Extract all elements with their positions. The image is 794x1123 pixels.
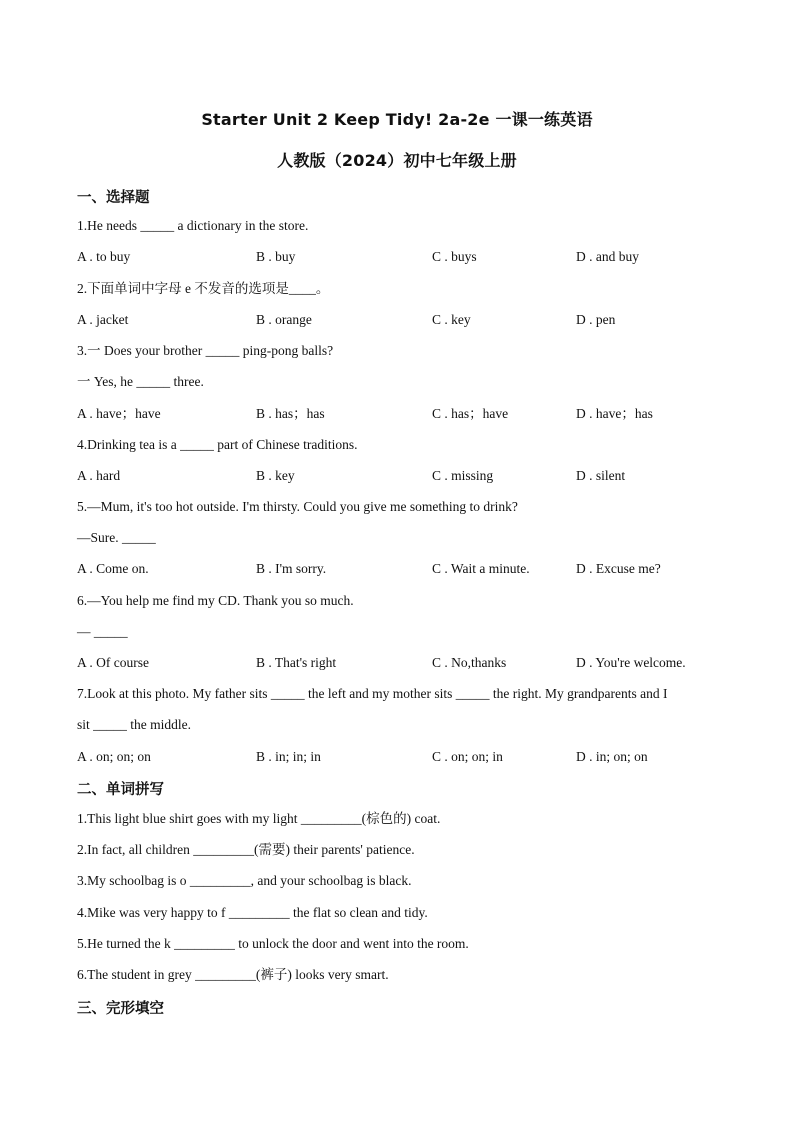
- question-text: 4.Drinking tea is a _____ part of Chinese traditions.: [77, 437, 358, 452]
- option-a: A . Come on.: [77, 561, 149, 576]
- option-b: B . I'm sorry.: [256, 561, 327, 576]
- question-text: 6.—You help me find my CD. Thank you so much.: [77, 593, 354, 608]
- spelling-item: 3.My schoolbag is o _________, and your schoolbag is black.: [77, 873, 412, 888]
- question-text-continued: — _____: [77, 624, 128, 639]
- question-text-continued: 一 Yes, he _____ three.: [77, 374, 204, 389]
- question-text: 1.He needs _____ a dictionary in the store.: [77, 218, 309, 233]
- option-d: D . have；has: [576, 406, 653, 421]
- spelling-item: 1.This light blue shirt goes with my light _________(棕色的) coat.: [77, 811, 441, 826]
- option-b: B . key: [256, 468, 295, 483]
- option-a: A . hard: [77, 468, 121, 483]
- page-subtitle: 人教版（2024）初中七年级上册: [277, 151, 517, 170]
- option-d: D . silent: [576, 468, 626, 483]
- option-b: B . That's right: [256, 655, 337, 670]
- option-c: C . missing: [432, 468, 494, 483]
- section-heading-choice: 一、选择题: [77, 190, 150, 206]
- question-text: 5.—Mum, it's too hot outside. I'm thirsty. Could you give me something to drink?: [77, 499, 518, 514]
- section-heading-spelling: 二、单词拼写: [77, 782, 164, 798]
- page-title: Starter Unit 2 Keep Tidy! 2a-2e 一课一练英语: [201, 110, 593, 129]
- option-c: C . key: [432, 312, 471, 327]
- option-d: D . and buy: [576, 249, 639, 264]
- section-heading-cloze: 三、完形填空: [77, 1001, 164, 1017]
- option-c: C . No,thanks: [432, 655, 507, 670]
- option-c: C . Wait a minute.: [432, 561, 530, 576]
- option-a: A . Of course: [77, 655, 149, 670]
- spelling-item: 5.He turned the k _________ to unlock the door and went into the room.: [77, 936, 469, 951]
- question-text-continued: sit _____ the middle.: [77, 717, 191, 732]
- option-d: D . Excuse me?: [576, 561, 661, 576]
- spelling-item: 6.The student in grey _________(裤子) looks very smart.: [77, 967, 389, 982]
- option-d: D . in; on; on: [576, 749, 648, 764]
- question-text: 2.下面单词中字母 e 不发音的选项是____。: [77, 281, 330, 296]
- option-b: B . buy: [256, 249, 296, 264]
- question-text: 3.一 Does your brother _____ ping-pong balls?: [77, 343, 334, 358]
- option-c: C . buys: [432, 249, 477, 264]
- option-b: B . orange: [256, 312, 312, 327]
- option-d: D . You're welcome.: [576, 655, 686, 670]
- option-a: A . on; on; on: [77, 749, 151, 764]
- option-b: B . in; in; in: [256, 749, 321, 764]
- option-d: D . pen: [576, 312, 616, 327]
- option-c: C . on; on; in: [432, 749, 503, 764]
- question-text: 7.Look at this photo. My father sits _____ the left and my mother sits _____ the right. My grandparents and I: [77, 686, 668, 701]
- option-b: B . has；has: [256, 406, 325, 421]
- option-a: A . to buy: [77, 249, 131, 264]
- option-a: A . jacket: [77, 312, 129, 327]
- option-c: C . has；have: [432, 406, 509, 421]
- option-a: A . have；have: [77, 406, 161, 421]
- spelling-item: 4.Mike was very happy to f _________ the flat so clean and tidy.: [77, 905, 428, 920]
- question-text-continued: —Sure. _____: [77, 530, 156, 545]
- spelling-item: 2.In fact, all children _________(需要) their parents' patience.: [77, 842, 415, 857]
